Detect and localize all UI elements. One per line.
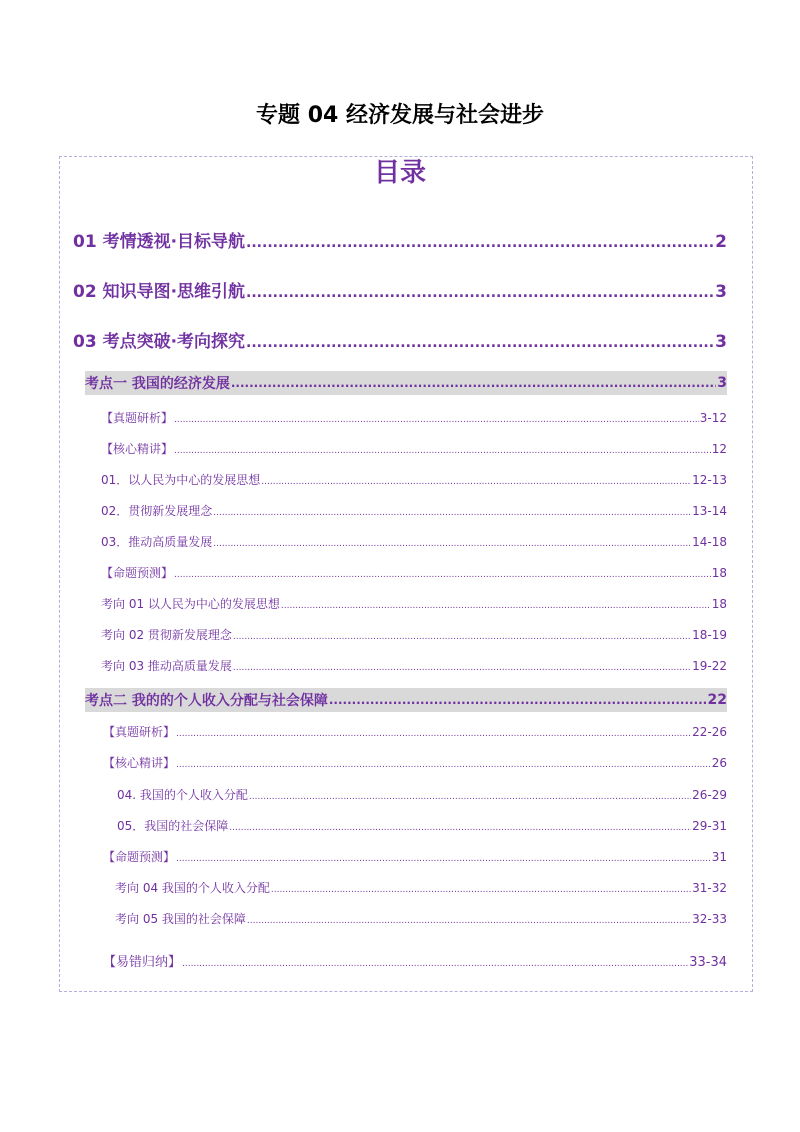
toc-entry-label: 【真题研析】	[101, 411, 174, 425]
toc-leader-dots	[261, 477, 691, 487]
toc-entry-prediction-2[interactable]	[103, 848, 727, 866]
toc-entry-label: 考向 05 我国的社会保障	[115, 912, 246, 926]
toc-leader-dots	[249, 792, 691, 802]
toc-entry-label: 01．以人民为中心的发展思想	[101, 473, 261, 487]
toc-section-income[interactable]	[85, 688, 727, 712]
toc-leader-dots	[213, 508, 691, 518]
toc-entry-mindmap[interactable]	[73, 277, 727, 302]
toc-section-economy[interactable]	[85, 371, 727, 395]
toc-entry-label: 【命题预测】	[103, 850, 176, 864]
toc-leader-dots	[176, 854, 711, 864]
toc-leader-dots	[174, 415, 699, 425]
toc-entry-overview[interactable]	[73, 227, 727, 252]
toc-entry-page: 12-13	[692, 473, 727, 487]
toc-leader-dots	[247, 916, 691, 926]
toc-entry-topic-02[interactable]	[101, 502, 727, 520]
toc-leader-dots	[233, 663, 691, 673]
toc-entry-page: 29-31	[692, 819, 727, 833]
toc-entry-label: 考向 03 推动高质量发展	[101, 659, 232, 673]
toc-entry-page: 13-14	[692, 504, 727, 518]
toc-entry-page: 33-34	[689, 955, 727, 970]
toc-entry-page: 14-18	[692, 535, 727, 549]
toc-entry-direction-02[interactable]	[101, 626, 727, 644]
toc-entry-page: 22-26	[692, 725, 727, 739]
toc-leader-dots	[213, 539, 691, 549]
toc-entry-label: 02 知识导图·思维引航	[73, 282, 246, 302]
toc-entry-exam-study-2[interactable]	[103, 723, 727, 741]
toc-entry-page: 2	[715, 232, 727, 252]
toc-leader-dots	[174, 446, 711, 456]
toc-entry-page: 3	[715, 282, 727, 302]
toc-leader-dots	[231, 376, 716, 390]
toc-entry-label: 考点一 我国的经济发展	[85, 376, 230, 392]
toc-entry-label: 03 考点突破·考向探究	[73, 332, 246, 352]
toc-entry-topic-05[interactable]	[117, 817, 727, 835]
toc-entry-page: 18	[711, 597, 727, 611]
toc-entry-page: 3	[715, 332, 727, 352]
toc-entry-topic-04[interactable]	[117, 786, 727, 804]
toc-entry-direction-04[interactable]	[115, 879, 727, 897]
toc-leader-dots	[281, 601, 711, 611]
toc-entry-label: 【命题预测】	[101, 566, 174, 580]
toc-entry-label: 考向 04 我国的个人收入分配	[115, 881, 270, 895]
toc-entry-page: 12	[711, 442, 727, 456]
toc-leader-dots	[182, 959, 688, 969]
document-title: 专题 04 经济发展与社会进步	[256, 103, 544, 128]
toc-entry-page: 22	[707, 692, 727, 708]
toc-entry-page: 31-32	[692, 881, 727, 895]
toc-leader-dots	[246, 285, 714, 301]
toc-entry-page: 3	[717, 375, 727, 391]
toc-entry-label: 考点二 我的的个人收入分配与社会保障	[85, 693, 328, 709]
toc-entry-page: 19-22	[692, 659, 727, 673]
toc-entry-page: 31	[711, 850, 727, 864]
toc-entry-label: 【易错归纳】	[103, 955, 182, 970]
toc-entry-direction-01[interactable]	[101, 595, 727, 613]
toc-entry-topic-03[interactable]	[101, 533, 727, 551]
toc-entry-page: 26	[711, 756, 727, 770]
toc-heading: 目录	[373, 158, 426, 188]
toc-entry-direction-03[interactable]	[101, 657, 727, 675]
toc-entry-core-2[interactable]	[103, 754, 727, 772]
toc-leader-dots	[229, 823, 691, 833]
toc-leader-dots	[174, 570, 711, 580]
toc-entry-page: 18	[711, 566, 727, 580]
toc-entry-label: 01 考情透视·目标导航	[73, 232, 246, 252]
toc-entry-label: 考向 02 贯彻新发展理念	[101, 628, 232, 642]
toc-entry-label: 03．推动高质量发展	[101, 535, 213, 549]
toc-entry-core-1[interactable]	[101, 440, 727, 458]
toc-leader-dots	[176, 760, 711, 770]
toc-entry-prediction-1[interactable]	[101, 564, 727, 582]
toc-leader-dots	[176, 729, 691, 739]
toc-entry-page: 26-29	[692, 788, 727, 802]
toc-entry-label: 【核心精讲】	[103, 756, 176, 770]
toc-entry-exam-study-1[interactable]	[101, 409, 727, 427]
toc-leader-dots	[329, 693, 707, 707]
toc-leader-dots	[233, 632, 691, 642]
toc-leader-dots	[246, 235, 714, 251]
toc-entry-label: 02．贯彻新发展理念	[101, 504, 213, 518]
toc-entry-direction-05[interactable]	[115, 910, 727, 928]
toc-entry-breakthrough[interactable]	[73, 327, 727, 352]
toc-entry-label: 【核心精讲】	[101, 442, 174, 456]
toc-entry-page: 18-19	[692, 628, 727, 642]
toc-entry-topic-01[interactable]	[101, 471, 727, 489]
toc-leader-dots	[246, 335, 714, 351]
toc-entry-common-mistakes[interactable]	[103, 951, 727, 969]
toc-entry-page: 3-12	[699, 411, 727, 425]
toc-leader-dots	[271, 885, 691, 895]
toc-entry-label: 考向 01 以人民为中心的发展思想	[101, 597, 280, 611]
toc-entry-label: 【真题研析】	[103, 725, 176, 739]
toc-entry-label: 05．我国的社会保障	[117, 819, 229, 833]
toc-entry-label: 04. 我国的个人收入分配	[117, 788, 248, 802]
toc-entry-page: 32-33	[692, 912, 727, 926]
